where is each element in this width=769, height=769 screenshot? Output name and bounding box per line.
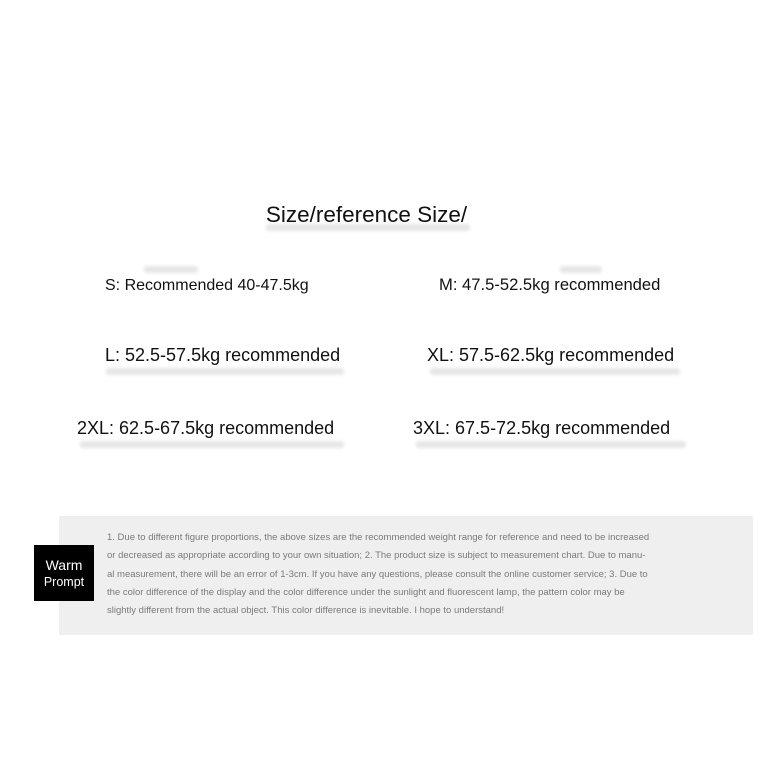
faded-text-smudge bbox=[144, 266, 198, 273]
size-s-recommendation: S: Recommended 40-47.5kg bbox=[105, 277, 309, 294]
faded-text-smudge bbox=[416, 441, 686, 448]
warm-prompt-text bbox=[107, 529, 649, 620]
faded-text-smudge bbox=[430, 368, 680, 375]
warm-prompt-badge bbox=[34, 545, 94, 601]
size-xl-recommendation: XL: 57.5-62.5kg recommended bbox=[427, 345, 675, 365]
notice-line: 1. Due to different figure proportions, the above sizes are the recommended weight range for reference and need to be increased bbox=[107, 532, 650, 543]
badge-line-prompt: Prompt bbox=[43, 574, 85, 589]
notice-line: al measurement, there will be an error of 1-3cm. If you have any questions, please consult the online customer service; 3. Due to bbox=[107, 568, 648, 580]
notice-line: the color difference of the display and the color difference under the sunlight and fluorescent lamp, the pattern color may be bbox=[107, 586, 625, 598]
notice-line: or decreased as appropriate according to your own situation; 2. The product size is subject to measurement chart. Due to manu- bbox=[107, 550, 646, 562]
size-l-recommendation: L: 52.5-57.5kg recommended bbox=[105, 345, 341, 365]
size-m-recommendation: M: 47.5-52.5kg recommended bbox=[439, 275, 661, 294]
badge-line-warm: Warm bbox=[45, 556, 83, 573]
size-3xl-recommendation: 3XL: 67.5-72.5kg recommended bbox=[413, 418, 671, 438]
page-title: Size/reference Size/ bbox=[265, 202, 468, 227]
faded-text-smudge bbox=[80, 441, 344, 448]
size-2xl-recommendation: 2XL: 62.5-67.5kg recommended bbox=[77, 418, 335, 438]
faded-text-smudge bbox=[560, 266, 602, 273]
faded-text-smudge bbox=[106, 368, 344, 375]
notice-line: slightly different from the actual object. This color difference is inevitable. I hope to understand! bbox=[107, 605, 505, 617]
